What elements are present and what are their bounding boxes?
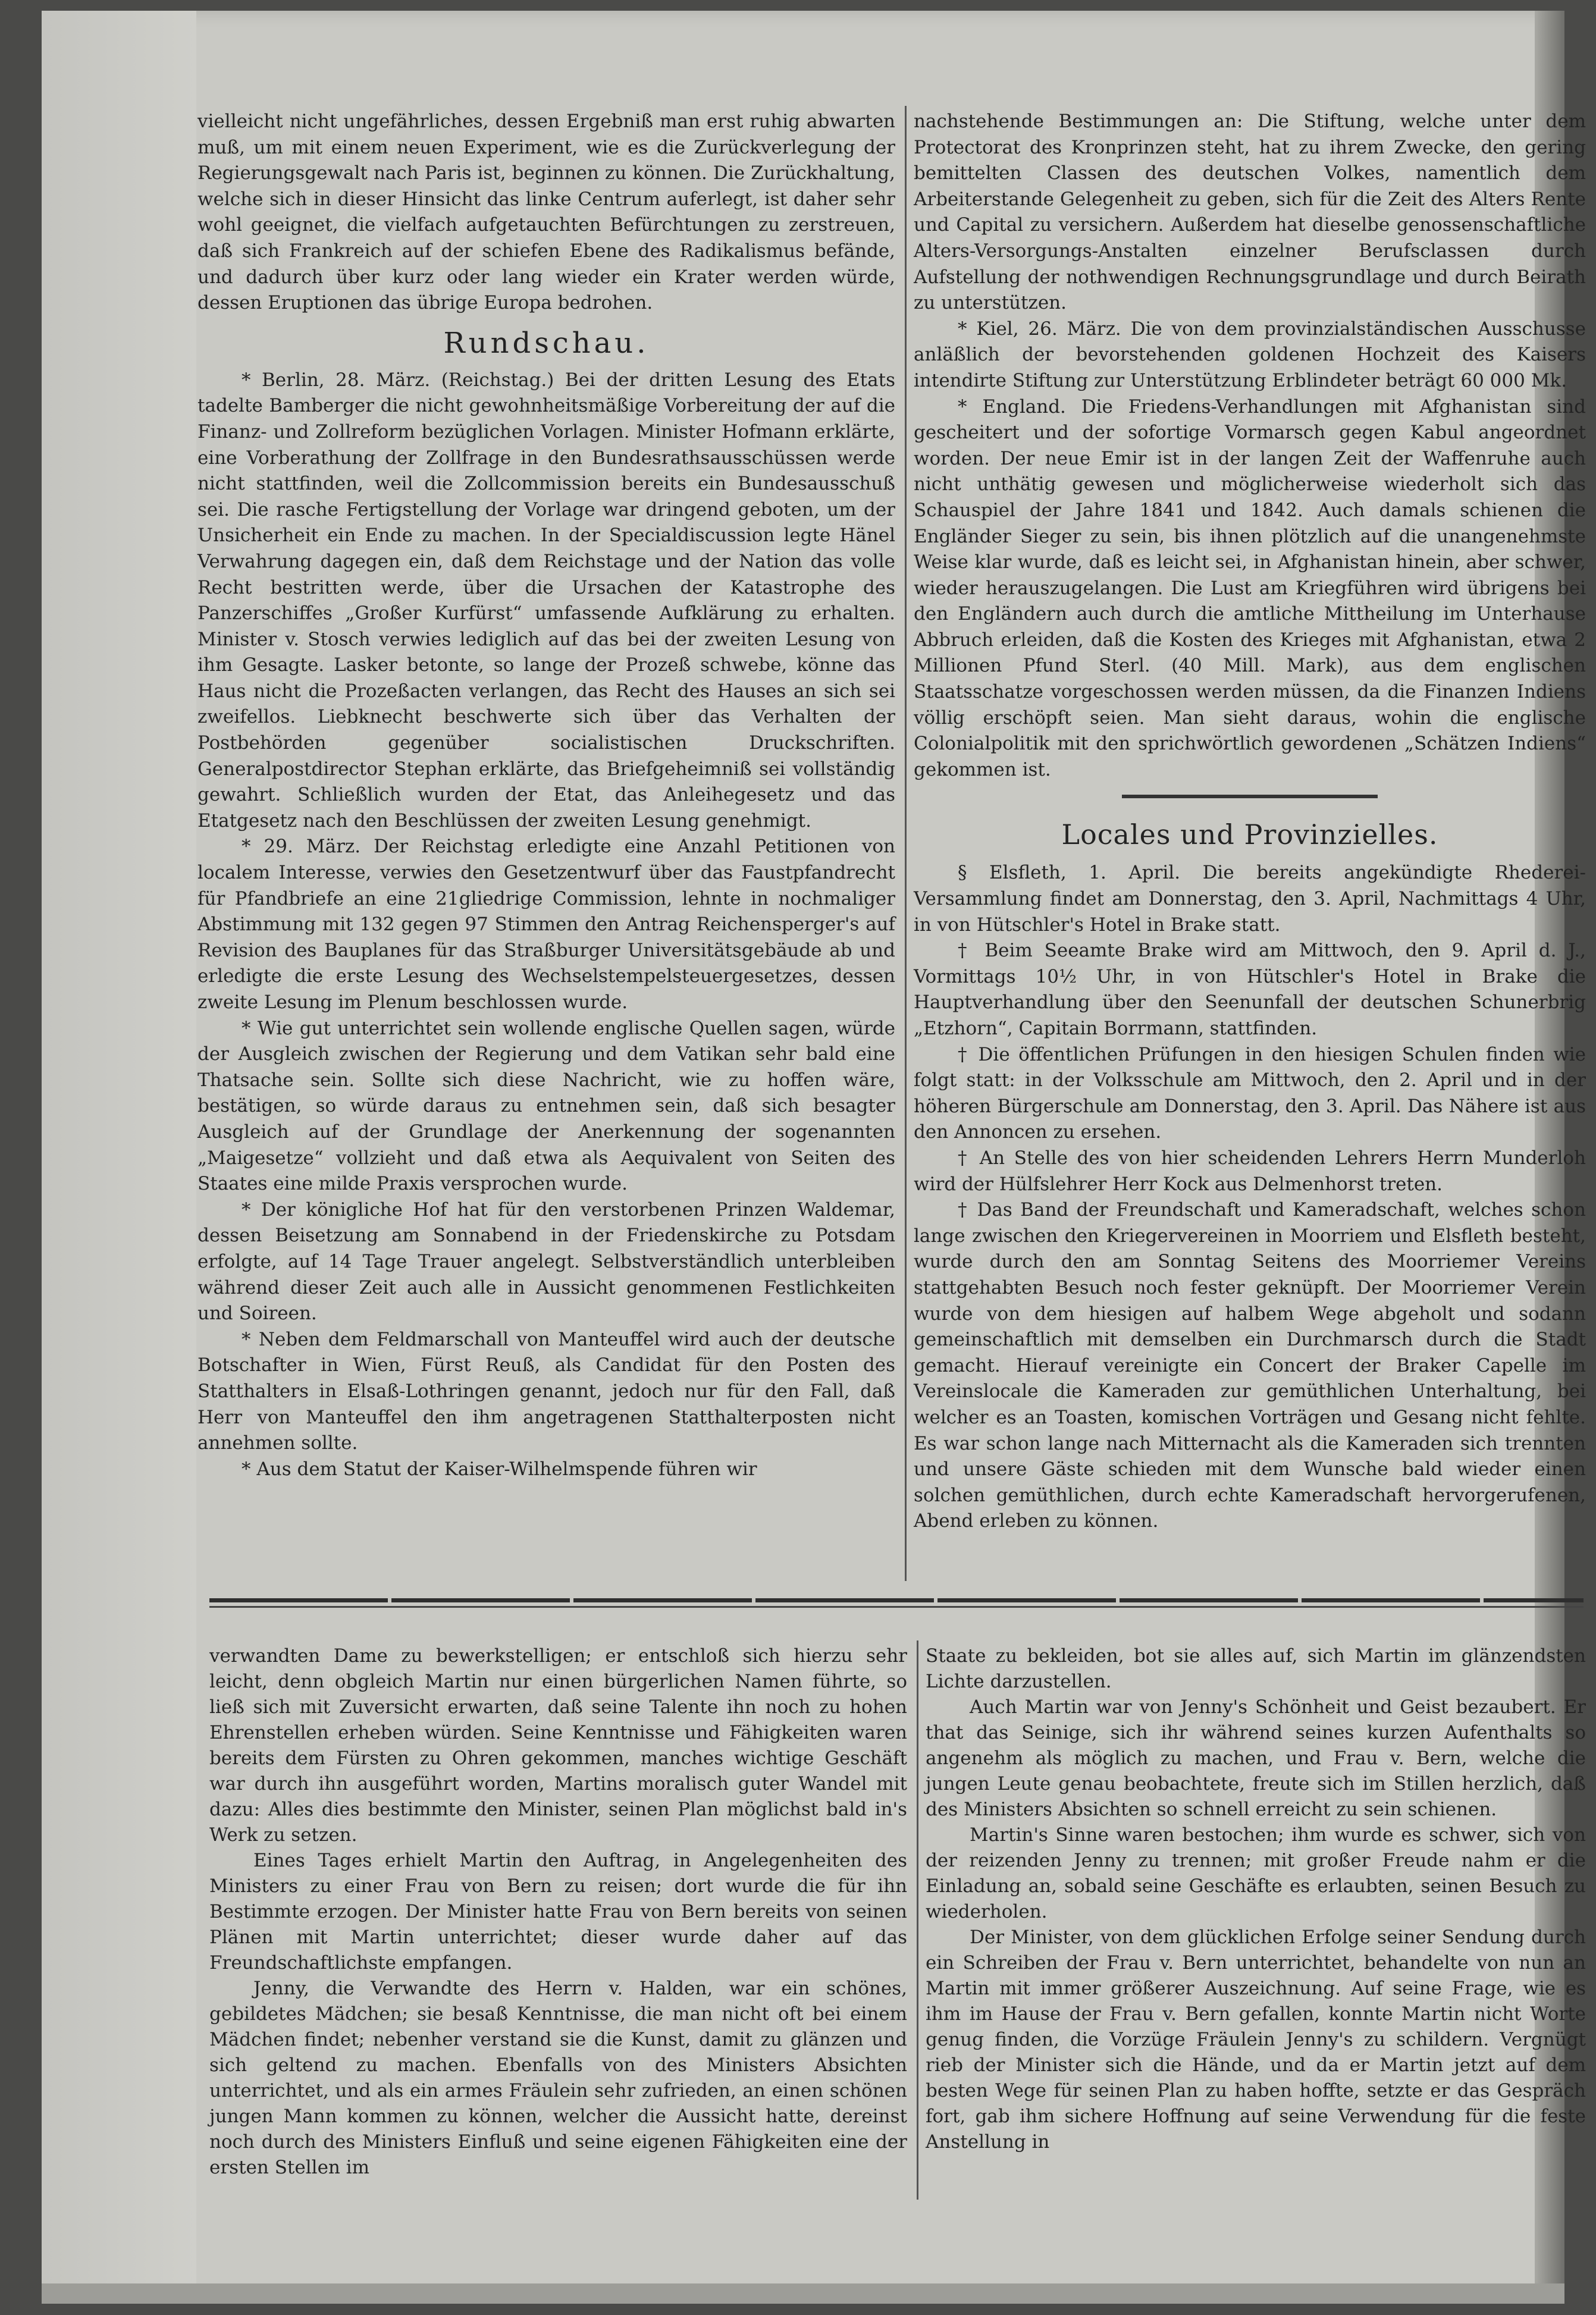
newspaper-page (42, 11, 1586, 2304)
local-news-paragraph: † Beim Seeamte Brake wird am Mittwoch, den 9. April d. J., Vormittags 10½ Uhr, in von Hütschler's Hotel in Brake die Hauptverhandlung über den Seenunfall der deutschen Schunerbrig „Etzhorn“, Capitain Borrmann, stattfinden. (914, 940, 1586, 1039)
top-right-column (914, 109, 1586, 1535)
bottom-right-column (926, 1643, 1586, 2155)
story-paragraph: Auch Martin war von Jenny's Schönheit und Geist bezaubert. Er that das Seinige, sich ihr während seines kurzen Aufenthalts so angenehm als möglich zu machen, und Frau v. Bern, welche die jungen Leute genau beobachtete, freute sich im Stillen herzlich, daß des Ministers Absichten so schnell erreicht zu sein schienen. (926, 1696, 1586, 1820)
story-paragraph: Der Minister, von dem glücklichen Erfolge seiner Sendung durch ein Schreiben der Frau v. Bern unterrichtet, behandelte von nun an Martin mit immer größerer Auszeichnung. Auf seine Frage, wie es ihm im Hause der Frau v. Bern gefallen, konnte Martin nicht Worte genug finden, die Vorzüge Fräulein Jenny's zu schildern. Vergnügt rieb der Minister sich die Hände, und da er Martin jetzt auf dem besten Wege für seinen Plan zu haben hoffte, setzte er das Gespräch fort, gab ihm sichere Hoffnung auf seine Verwendung für die feste Anstellung in (926, 1927, 1586, 2153)
story-paragraph: Jenny, die Verwandte des Herrn v. Halden, war ein schönes, gebildetes Mädchen; sie besaß Kenntnisse, die man nicht oft bei einem Mädchen findet; nebenher verstand sie die Kunst, damit zu glänzen und sich geltend zu machen. Ebenfalls von des Ministers Absichten unterrichtet, und als ein armes Fräulein sehr zufrieden, an einen schönen jungen Mann kommen zu können, welcher die Aussicht hatte, dereinst noch durch des Ministers Einfluß und seine eigenen Fähigkeiten eine der ersten Stellen im (209, 1978, 907, 2178)
story-paragraph: Staate zu bekleiden, bot sie alles auf, sich Martin im glänzendsten Lichte darzustellen. (926, 1645, 1586, 1692)
news-paragraph: * Kiel, 26. März. Die von dem provinzialständischen Ausschusse anläßlich der bevorstehenden goldenen Hochzeit des Kaisers intendirte Stiftung zur Unterstützung Erblindeter beträgt 60 000 Mk. (914, 318, 1586, 391)
story-paragraph: verwandten Dame zu bewerkstelligen; er entschloß sich hierzu sehr leicht, denn obgleich Martin nur einen bürgerlichen Namen führte, so ließ sich mit Zuversicht erwarten, daß seine Talente ihn noch zu hohen Ehrenstellen erheben würden. Seine Kenntnisse und Fähigkeiten waren bereits dem Fürsten zu Ohren gekommen, manches wichtige Geschäft war durch ihn ausgeführt worden, Martins moralisch guter Wandel mit dazu: Alles dies bestimmte den Minister, seinen Plan möglichst bald in's Werk zu setzen. (209, 1645, 907, 1846)
feuilleton-separator-rule-thin (209, 1606, 1584, 1608)
news-paragraph: * Der königliche Hof hat für den verstorbenen Prinzen Waldemar, dessen Beisetzung am Sonnabend in der Friedenskirche zu Potsdam erfolgte, auf 14 Tage Trauer angelegt. Selbstverständlich unterbleiben während dieser Zeit auch alle in Aussicht genommenen Festlichkeiten und Soireen. (197, 1199, 895, 1325)
top-left-column (197, 109, 895, 1482)
local-news-paragraph: † Die öffentlichen Prüfungen in den hiesigen Schulen finden wie folgt statt: in der Volksschule am Mittwoch, den 2. April und in der höheren Bürgerschule am Donnerstag, den 3. April. Das Nähere ist aus den Annoncen zu ersehen. (914, 1043, 1586, 1143)
news-paragraph: nachstehende Bestimmungen an: Die Stiftung, welche unter dem Protectorat des Kronprinzen steht, hat zu ihrem Zwecke, den gering bemittelten Classen des deutschen Volkes, namentlich dem Arbeiterstande Gelegenheit zu geben, sich für die Zeit des Alters Rente und Capital zu versichern. Außerdem hat dieselbe genossenschaftliche Alters-Versorgungs-Anstalten einzelner Berufsclassen durch Aufstellung der nothwendigen Rechnungsgrundlage und durch Beirath zu unterstützen. (914, 111, 1586, 314)
news-paragraph: * Berlin, 28. März. (Reichstag.) Bei der dritten Lesung des Etats tadelte Bamberger die nicht gewohnheitsmäßige Vorbereitung der auf die Finanz- und Zollreform bezüglichen Vorlagen. Minister Hofmann erklärte, eine Vorberathung der Zollfrage in den Bundesrathsausschüssen werde nicht stattfinden, weil die Zollcommission bereits ein Bundesausschuß sei. Die rasche Fertigstellung der Vorlage war dringend geboten, um der Unsicherheit ein Ende zu machen. In der Specialdiscussion legte Hänel Verwahrung dagegen ein, daß dem Reichstage und der Nation das volle Recht bestritten werde, über die Ursachen der Katastrophe des Panzerschiffes „Großer Kurfürst“ umfassende Aufklärung zu erhalten. Minister v. Stosch verwies lediglich auf das bei der zweiten Lesung von ihm Gesagte. Lasker betonte, so lange der Prozeß schwebe, könne das Haus nicht die Prozeßacten verlangen, das Recht des Hauses an sich sei zweifellos. Liebknecht beschwerte sich über das Verhalten der Postbehörden gegenüber socialistischen Druckschriften. Generalpostdirector Stephan erklärte, das Briefgeheimniß sei vollständig gewahrt. Schließlich wurden der Etat, das Anleihegesetz und das Etatgesetz nach den Beschlüssen der zweiten Lesung genehmigt. (197, 369, 895, 832)
page-left-margin (42, 11, 196, 2304)
story-paragraph: Eines Tages erhielt Martin den Auftrag, in Angelegenheiten des Ministers zu einer Frau von Bern zu reisen; dort wurde die für ihn Bestimmte erzogen. Der Minister hatte Frau von Bern bereits von seinen Plänen mit Martin unterrichtet; dieser wurde daher auf das Freundschaftlichste empfangen. (209, 1850, 907, 1974)
local-news-paragraph: § Elsfleth, 1. April. Die bereits angekündigte Rhederei-Versammlung findet am Donnerstag, den 3. April, Nachmittags 4 Uhr, in von Hütschler's Hotel in Brake statt. (914, 862, 1586, 936)
feuilleton-separator-rule (209, 1598, 1584, 1602)
news-paragraph: * Aus dem Statut der Kaiser-Wilhelmspende führen wir (242, 1458, 757, 1480)
column-divider-top (905, 106, 907, 1581)
news-paragraph: * England. Die Friedens-Verhandlungen mit Afghanistan sind gescheitert und der sofortige Vormarsch gegen Kabul angeordnet worden. Der neue Emir ist in der langen Zeit der Waffenruhe auch nicht unthätig gewesen und möglicherweise wiederholt sich das Schauspiel der Jahre 1841 und 1842. Auch damals schienen die Engländer Sieger zu sein, bis ihnen plötzlich auf die unangenehmste Weise klar wurde, daß es leicht sei, in Afghanistan hinein, aber schwer, wieder herauszugelangen. Die Lust am Kriegführen wird übrigens bei den Engländern auch durch die amtliche Mittheilung im Unterhause Abbruch erleiden, daß die Kosten des Krieges mit Afghanistan, etwa 2 Millionen Pfund Sterl. (40 Mill. Mark), aus dem englischen Staatsschatze vorgeschossen werden müssen, da die Finanzen Indiens völlig erschöpft seien. Man sieht daraus, wohin die englische Colonialpolitik mit den sprichwörtlich gewordenen „Schätzen Indiens“ gekommen ist. (914, 396, 1586, 780)
local-news-paragraph: † Das Band der Freundschaft und Kameradschaft, welches schon lange zwischen den Kriegervereinen in Moorriem und Elsfleth besteht, wurde durch den am Sonntag Seitens des Moorriemer Vereins stattgehabten Besuch noch fester geknüpft. Der Moorriemer Verein wurde von dem hiesigen auf halbem Wege abgeholt und sodann gemeinschaftlich mit demselben ein Durchmarsch durch die Stadt gemacht. Hierauf vereinigte ein Concert der Braker Capelle im Vereinslocale die Kameraden zur gemüthlichen Unterhaltung, bei welcher es an Toasten, komischen Vorträgen und Gesang nicht fehlte. Es war schon lange nach Mitternacht als die Kameraden sich trennten und unsere Gäste schieden mit dem Wunsche bald wieder einen solchen gemüthlichen, durch echte Kameradschaft hervorgerufenen, Abend erleben zu können. (914, 1199, 1586, 1532)
news-paragraph: * 29. März. Der Reichstag erledigte eine Anzahl Petitionen von localem Interesse, verwies den Gesetzentwurf über das Faustpfandrecht für Pfandbriefe an eine 21gliedrige Commission, lehnte in nochmaliger Abstimmung mit 132 gegen 97 Stimmen den Antrag Reichensperger's auf Revision des Bauplanes für das Straßburger Universitätsgebäude ab und erledigte die erste Lesung des Wechselstempelsteuergesetzes, dessen zweite Lesung im Plenum beschlossen wurde. (197, 836, 895, 1013)
column-divider-bottom (917, 1640, 918, 2200)
news-paragraph: * Wie gut unterrichtet sein wollende englische Quellen sagen, würde der Ausgleich zwischen der Regierung und dem Vatikan sehr bald eine Thatsache sein. Sollte sich diese Nachricht, wie zu hoffen wäre, bestätigen, so würde daraus zu entnehmen sein, daß sich besagter Ausgleich auf der Grundlage der Anerkennung der sogenannten „Maigesetze“ vollzieht und daß etwa als Aequivalent von Seiten des Staates eine milde Praxis versprochen wurde. (197, 1017, 895, 1195)
intro-paragraph: vielleicht nicht ungefährliches, dessen Ergebniß man erst ruhig abwarten muß, um mit einem neuen Experiment, wie es die Zurückverlegung der Regierungsgewalt nach Paris ist, beginnen zu können. Die Zurückhaltung, welche sich in dieser Hinsicht das linke Centrum auferlegt, ist daher sehr wohl geeignet, die vielfach aufgetauchten Befürchtungen zu zerstreuen, daß sich Frankreich auf der schiefen Ebene des Radikalismus befände, und dadurch über kurz oder lang wieder ein Krater werden würde, dessen Eruptionen das übrige Europa bedrohen. (197, 111, 895, 314)
section-heading-rundschau: Rundschau. (443, 326, 650, 360)
story-paragraph: Martin's Sinne waren bestochen; ihm wurde es schwer, sich von der reizenden Jenny zu trennen; mit großer Freude nahm er die Einladung an, sobald seine Geschäfte es erlaubten, seinen Besuch zu wiederholen. (926, 1824, 1586, 1922)
local-news-paragraph: † An Stelle des von hier scheidenden Lehrers Herrn Munderloh wird der Hülfslehrer Herr Kock aus Delmenhorst treten. (914, 1147, 1586, 1195)
page-bottom-edge (42, 2283, 1564, 2304)
section-separator (1122, 795, 1378, 798)
bottom-left-column (209, 1643, 907, 2181)
section-heading-locales: Locales und Provinzielles. (1061, 818, 1438, 851)
news-paragraph: * Neben dem Feldmarschall von Manteuffel wird auch der deutsche Botschafter in Wien, Fürst Reuß, als Candidat für den Posten des Statthalters in Elsaß-Lothringen genannt, jedoch nur für den Fall, daß Herr von Manteuffel den ihm angetragenen Statthalterposten nicht annehmen sollte. (197, 1328, 895, 1454)
